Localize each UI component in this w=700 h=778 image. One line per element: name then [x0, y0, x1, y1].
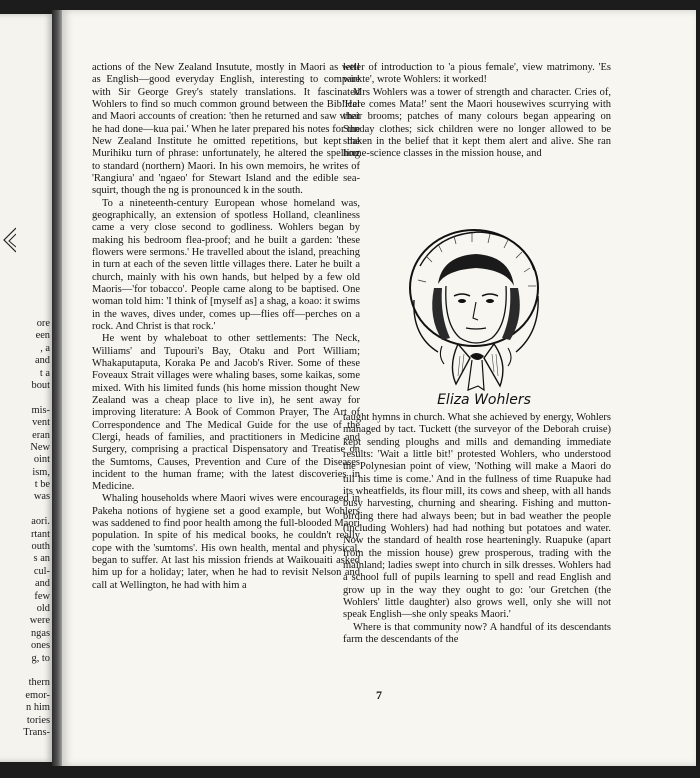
left-fragment-line: mis-: [31, 404, 50, 416]
left-fragment-line: [0, 504, 50, 516]
text-column-right-bottom: [343, 412, 611, 646]
left-fragment-line: outh: [31, 541, 50, 553]
left-fragment-line: ones: [30, 640, 50, 652]
left-page-text-fragments: [0, 318, 52, 739]
left-fragment-line: t be: [34, 479, 50, 491]
left-fragment-line: Trans-: [23, 726, 50, 738]
paragraph: actions of the New Zealand Insutute, mostly in Maori as well as English—good everyday English, interesting to compare with Sir George Grey's stately translations. It fascinated Wohlers to find so much common ground between the Biblical and Maori accounts of creation: 'then he returned and saw what he had done—kua pai.' When he later prepared his notes for the New Zealand Institute he omitted repetitions, but kept the Murihiku turn of phrase: unfortunately, he altered the spelling to standard (northern) Maori. In his own memoirs, he writes of 'Rangiura' and 'ngaeo' for Stewart Island and the edible sea-squirt, though the ng is pronounced k in the south.: [92, 62, 360, 197]
left-fragment-line: [0, 392, 50, 404]
left-fragment-line: New: [30, 441, 50, 453]
left-fragment-line: n him: [26, 702, 50, 714]
left-fragment-line: cul-: [33, 565, 50, 577]
left-fragment-line: [0, 665, 50, 677]
paragraph: Where is that community now? A handful of its descendants farm the descendants of the: [343, 621, 611, 645]
left-fragment-line: s an: [33, 553, 50, 565]
left-fragment-line: vent: [32, 417, 50, 429]
left-fragment-line: emor-: [25, 689, 50, 701]
paragraph: taught hymns in church. What she achieved by energy, Wohlers managed by tact. Tuckett (the surveyor of the Deborah cruise) kept sending ploughs and mills and demanding immediate results: 'Wait a little bit!' protested Wohlers, who understood the Polynesian point of view, 'Nothing will make a Maori do till his time is come.' And in the fullness of time Ruapuke had its wheatfields, its flour mill, its cows and sheep, with all hands busy harvesting, churning and shearing. Fishing and mutton-birding there had always been; but in bad weather the people (including Wohlers) had had nothing but potatoes and water. Now the standard of health rose hearteningly. Ruapuke (apart from the mission house) grew prosperous, trading with the mainland; ladies swept into church in silk dresses. Wohlers had a school full of pupils learning to spell and read English and grow up in the way they ought to go: 'our Gretchen (the Wohlers' little daughter) also grows well, only she will not speak English—she only speaks Maori.': [343, 412, 611, 621]
left-fragment-line: few: [34, 590, 50, 602]
left-fragment-line: ism,: [32, 466, 50, 478]
text-column-left: [92, 62, 360, 592]
left-fragment-line: and: [34, 355, 50, 367]
left-fragment-line: bout: [31, 379, 50, 391]
paragraph: To a nineteenth-century European whose homeland was, geographically, an extension of spotless Holland, cleanliness came a very close second to godliness. Wohlers began by making his bedroom flea-proof; and he built a garden: 'these flowers were sermons.' He travelled about the island, preaching in turn at each of the seven little villages there. Later he built a church, mainly with his own hands, but helped by a few old Maoris—'for tobacco'. People came along to be baptised. One woman told him: 'I think of [myself as] a shag, a koao: it swims in the waves, dives under, comes up—flies off—perches on a rock. And Christ is that rock.': [92, 197, 360, 332]
paragraph: letter of introduction to 'a pious female', view matrimony. 'Es wirkte', wrote Wohlers: it worked!: [343, 62, 611, 86]
left-fragment-line: ngas: [30, 627, 50, 639]
left-fragment-line: rtant: [30, 528, 50, 540]
left-fragment-line: aori.: [31, 516, 50, 528]
left-fragment-line: eran: [32, 429, 50, 441]
paragraph: Mrs Wohlers was a tower of strength and character. Cries of, 'Here comes Mata!' sent the Maori housewives scurrying with their brooms; patches of many colours began appearing on Sunday clothes; sick children were no longer allowed to be shaken in the belief that it kept them alert and alive. She ran home-science classes in the mission house, and: [343, 86, 611, 160]
portrait-caption: Eliza Wohlers: [437, 392, 531, 408]
paragraph: He went by whaleboat to other settlements: The Neck, Williams' and Tupouri's Bay, Otaku and Port William; Whakaputaputa, Koraka Pe and Jacob's River. Some of these Foveaux Strait villages were whaling bases, some kaikas, some mixed. With his limited funds (his home mission thought New Zealand was a cheap place to live in), he sent away for improving literature: A Book of Common Prayer, The Art of Correspondence and The Medical Guide for the use of the Clergi, heads of families, and practitioners in Medicine and Surgery, comprising a practical Dispensatory and Treatise on the Sumtoms, Causes, Prevention and Cure of the Diseases incident to the human frame; with the latest discoveries in Medicine.: [92, 333, 360, 493]
left-fragment-line: een: [35, 330, 50, 342]
eliza-wohlers-portrait-illustration: [398, 226, 558, 410]
left-fragment-line: tories: [26, 714, 50, 726]
left-fragment-line: ore: [36, 318, 50, 329]
left-page-edge: [0, 14, 52, 762]
paragraph: Whaling households where Maori wives were encouraged in Pakeha notions of hygiene set a good example, but Wohlers was saddened to find poor health among the full-blooded Maori population. In spite of his medical books, he couldn't really cope with the 'sumtoms'. His own health, mental and physical, began to suffer. At last his mission friends at Waikouaiti asked him up for a holiday; later, when he had to revisit Nelson and call at Wellington, he had with him a: [92, 493, 360, 591]
left-fragment-line: oint: [33, 454, 50, 466]
right-page: [62, 10, 696, 766]
left-fragment-line: and: [34, 578, 50, 590]
left-fragment-line: , a: [40, 342, 50, 354]
left-fragment-line: thern: [28, 677, 50, 689]
left-fragment-line: old: [36, 602, 50, 614]
page-number: 7: [376, 688, 382, 702]
text-column-right-top: [343, 62, 611, 161]
left-fragment-line: g, to: [31, 652, 50, 664]
left-fragment-line: t a: [39, 367, 50, 379]
ornament-fragment: [0, 224, 16, 264]
left-fragment-line: were: [29, 615, 50, 627]
left-fragment-line: was: [33, 491, 50, 503]
